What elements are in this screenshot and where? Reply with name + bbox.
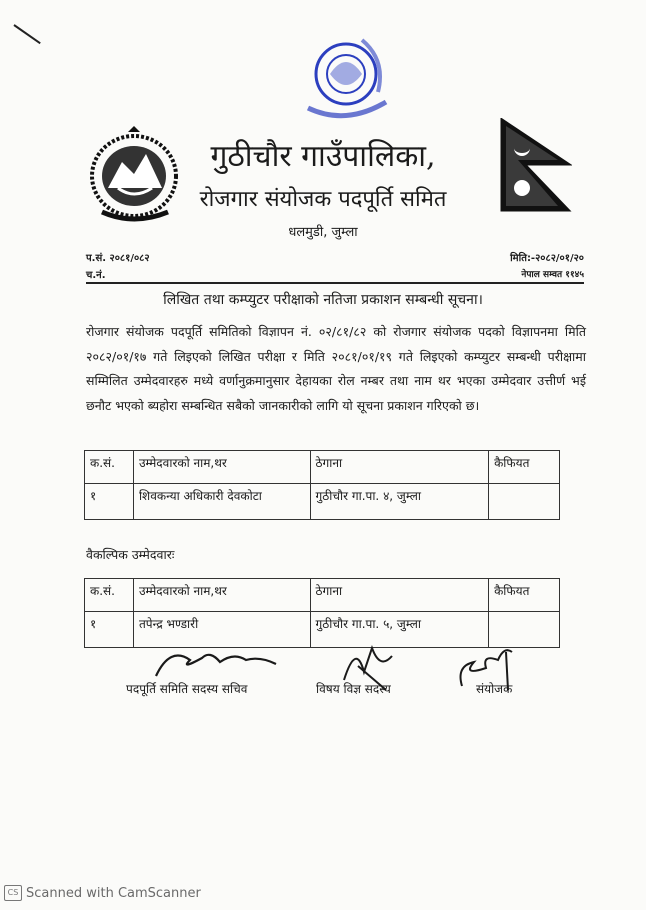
reference-number: प.सं. २०८१/०८२	[86, 253, 150, 264]
table-row	[85, 484, 560, 520]
secretary-label: पदपूर्ति समिति सदस्य सचिव	[126, 682, 248, 696]
col-address: ठेगाना	[310, 579, 489, 612]
col-remarks: कैफियत	[489, 579, 560, 612]
col-sn: क.सं.	[85, 579, 134, 612]
notice-body: रोजगार संयोजक पदपूर्ति समितिको विज्ञापन नं. ०२/८१/८२ को रोजगार संयोजक पदको विज्ञापनमा मिति २०८२/०१/१७ गते लिइएको लिखित परीक्षा र मिति २०८१/०१/१९ गते लिइएको कम्प्युटर सम्बन्धी परीक्षामा सम्मिलित उम्मेदवारहरु मध्ये वर्णानुक्रमानुसार देहायका रोल नम्बर तथा नाम थर भएका उम्मेदवार उत्तीर्ण भई छनौट भएको ब्यहोरा सम्बन्धित सबैको जानकारीको लागि यो सूचना प्रकाशन गरिएको छ।	[86, 324, 586, 413]
cell-address: गुठीचौर गा.पा. ४, जुम्ला	[310, 484, 489, 520]
nepal-sambat-date: नेपाल सम्वत ११४५	[521, 270, 584, 280]
corner-pen-mark	[13, 24, 40, 44]
col-remarks: कैफियत	[489, 451, 560, 484]
cell-address: गुठीचौर गा.पा. ५, जुम्ला	[310, 612, 489, 648]
cell-remarks	[489, 484, 560, 520]
cell-sn: १	[85, 612, 134, 648]
table-header-row	[85, 451, 560, 484]
office-stamp	[300, 30, 392, 122]
cell-name: शिवकन्या अधिकारी देवकोटा	[133, 484, 310, 520]
committee-name: रोजगार संयोजक पदपूर्ति समित	[199, 187, 447, 212]
scanner-watermark	[4, 885, 201, 901]
scanner-watermark-text: Scanned with CamScanner	[26, 885, 201, 901]
office-address: धलमुडी, जुम्ला	[288, 225, 358, 240]
col-address: ठेगाना	[310, 451, 489, 484]
expert-label: विषय विज्ञ सदस्य	[316, 682, 391, 696]
table-header-row	[85, 579, 560, 612]
cell-name: तपेन्द्र भण्डारी	[133, 612, 310, 648]
cell-sn: १	[85, 484, 134, 520]
municipality-name: गुठीचौर गाउँपालिका,	[210, 139, 436, 174]
issue-date: मिति:-२०८२/०१/२०	[510, 253, 584, 264]
alternate-candidates-label: वैकल्पिक उम्मेदवारः	[86, 547, 175, 562]
selected-candidates-table	[84, 450, 560, 520]
col-name: उम्मेदवारको नाम,थर	[133, 579, 310, 612]
dispatch-number: च.नं.	[86, 270, 106, 281]
notice-subject: लिखित तथा कम्प्युटर परीक्षाको नतिजा प्रकाशन सम्बन्धी सूचना।	[163, 292, 483, 308]
camscanner-logo-icon: CS	[4, 885, 22, 901]
coordinator-label: संयोजक	[476, 682, 513, 696]
header-divider	[86, 282, 584, 284]
secretary-signature	[150, 636, 280, 686]
col-sn: क.सं.	[85, 451, 134, 484]
col-name: उम्मेदवारको नाम,थर	[133, 451, 310, 484]
